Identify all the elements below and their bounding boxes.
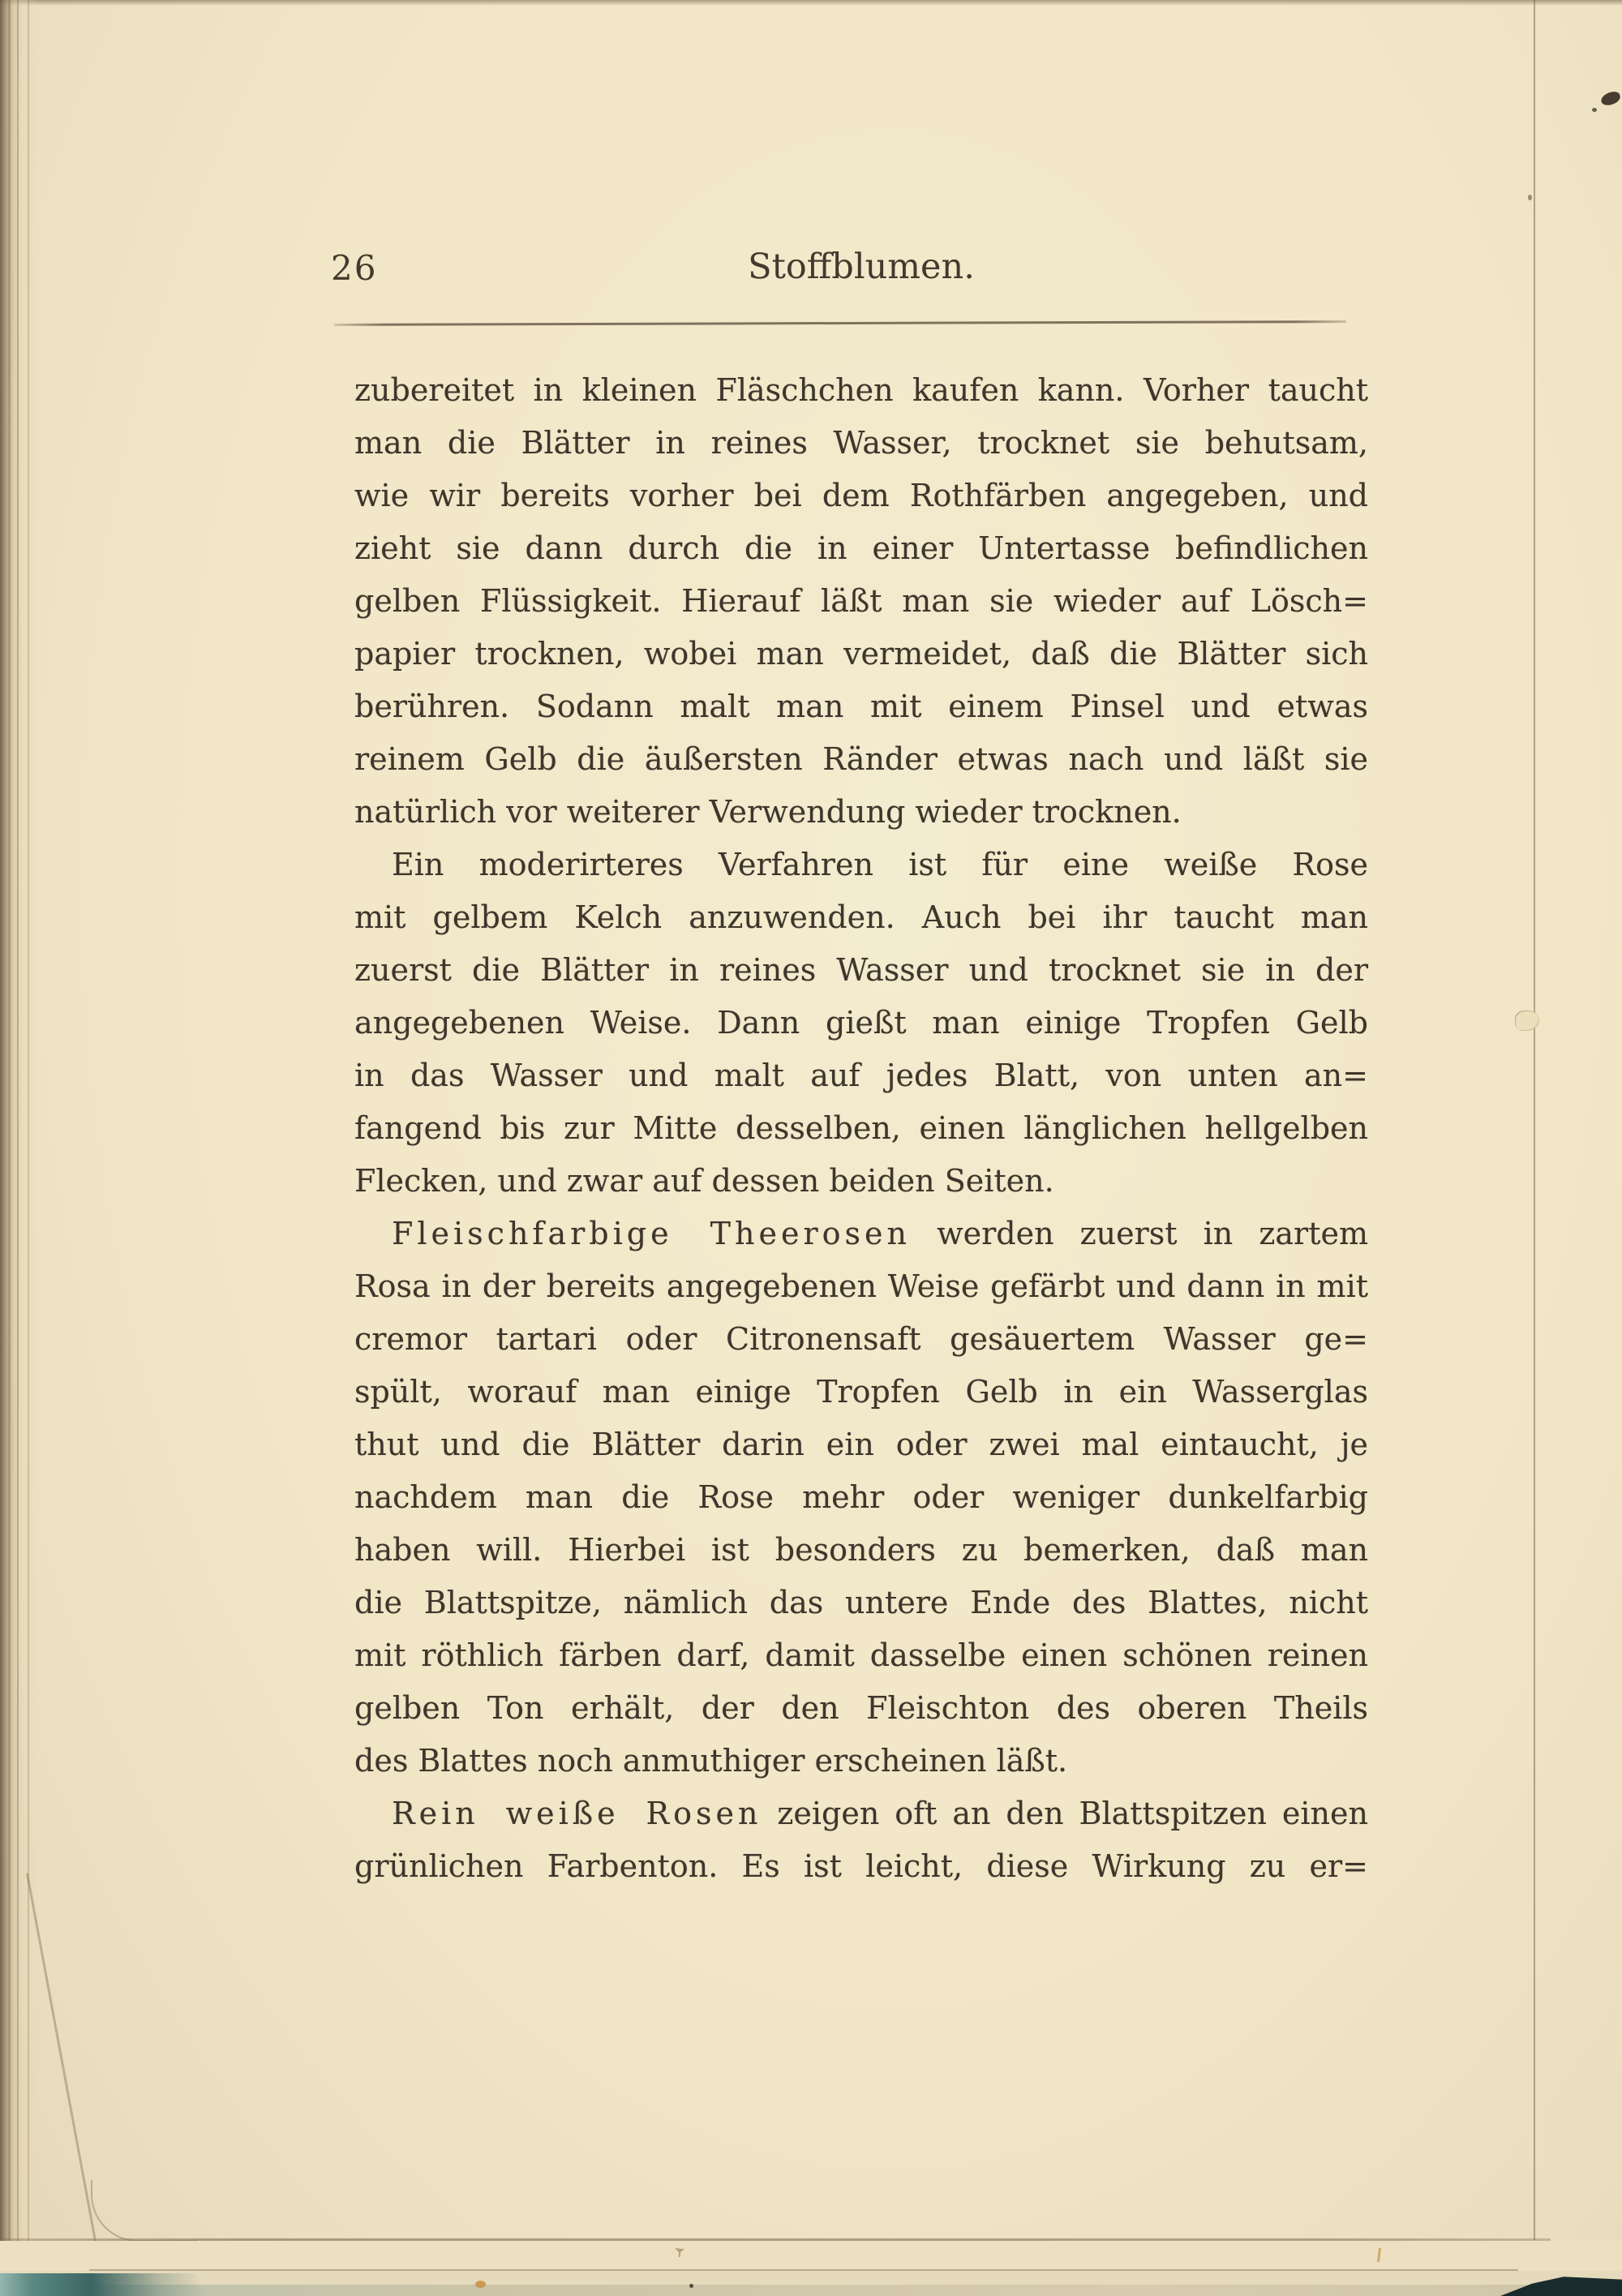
text-segment: spült, worauf man einige Tropfen Gelb in ein Wasserglas bbox=[354, 1374, 1368, 1410]
text-segment: fangend bis zur Mitte desselben, einen länglichen hellgelben bbox=[354, 1110, 1368, 1146]
header-rule bbox=[334, 320, 1346, 326]
text-segment: zeigen oft an den Blattspitzen einen bbox=[762, 1796, 1368, 1831]
text-column bbox=[354, 364, 1368, 1893]
book-cover-teal-left bbox=[0, 2273, 203, 2296]
small-dot bbox=[689, 2284, 693, 2288]
orange-speck bbox=[475, 2281, 486, 2288]
text-line bbox=[354, 1260, 1368, 1313]
text-segment: mit röthlich färben darf, damit dasselbe einen schönen reinen bbox=[354, 1637, 1368, 1673]
top-page-edge bbox=[0, 0, 1622, 6]
text-segment: thut und die Blätter darin ein oder zwei mal eintaucht, je bbox=[354, 1427, 1368, 1462]
paragraph bbox=[354, 839, 1368, 1208]
text-segment: man die Blätter in reines Wasser, trocknet sie behutsam, bbox=[354, 425, 1368, 461]
text-line bbox=[354, 1155, 1368, 1208]
text-line bbox=[354, 733, 1368, 786]
text-segment: Ein moderirteres Verfahren ist für eine weiße Rose bbox=[392, 847, 1368, 882]
emphasized-spaced-text: Rein weiße Rosen bbox=[392, 1796, 762, 1831]
left-edge-streak bbox=[8, 0, 11, 2296]
text-segment: cremor tartari oder Citronensaft gesäuertem Wasser ge= bbox=[354, 1321, 1368, 1357]
left-edge-streak bbox=[28, 0, 29, 2296]
text-segment: papier trocknen, wobei man vermeidet, daß die Blätter sich bbox=[354, 636, 1368, 672]
text-segment: die Blattspitze, nämlich das untere Ende des Blattes, nicht bbox=[354, 1585, 1368, 1620]
text-segment: gelben Flüssigkeit. Hierauf läßt man sie wieder auf Lösch= bbox=[354, 583, 1368, 619]
text-line bbox=[354, 364, 1368, 417]
text-segment: haben will. Hierbei ist besonders zu bemerken, daß man bbox=[354, 1532, 1368, 1568]
paper-speck bbox=[1528, 195, 1532, 200]
bottom-left-corner-edge bbox=[91, 2180, 198, 2242]
text-segment: Flecken, und zwar auf dessen beiden Seiten. bbox=[354, 1163, 1054, 1199]
emphasized-spaced-text: Fleischfarbige Theerosen bbox=[392, 1216, 911, 1251]
text-segment: nachdem man die Rose mehr oder weniger dunkelfarbig bbox=[354, 1479, 1368, 1515]
paper-notch bbox=[1515, 1011, 1539, 1031]
text-line bbox=[354, 628, 1368, 680]
text-line bbox=[354, 1313, 1368, 1366]
left-page-edge-gutter bbox=[0, 0, 41, 2296]
ink-blot bbox=[1600, 90, 1622, 106]
paragraph bbox=[354, 1208, 1368, 1787]
text-line bbox=[354, 1735, 1368, 1787]
paragraph bbox=[354, 364, 1368, 839]
text-line bbox=[354, 891, 1368, 944]
text-segment: zuerst die Blätter in reines Wasser und trocknet sie in der bbox=[354, 952, 1368, 988]
text-segment: grünlichen Farbenton. Es ist leicht, diese Wirkung zu er= bbox=[354, 1848, 1368, 1884]
text-line bbox=[354, 1840, 1368, 1893]
text-line bbox=[354, 575, 1368, 628]
text-line bbox=[354, 839, 1368, 891]
text-line bbox=[354, 470, 1368, 522]
text-line bbox=[354, 522, 1368, 575]
text-line bbox=[354, 1102, 1368, 1155]
paragraph bbox=[354, 1787, 1368, 1893]
text-segment: reinem Gelb die äußersten Ränder etwas nach und läßt sie bbox=[354, 741, 1368, 777]
running-title: Stoffblumen. bbox=[748, 247, 975, 287]
text-line bbox=[354, 1524, 1368, 1577]
text-segment: mit gelbem Kelch anzuwenden. Auch bei ihr taucht man bbox=[354, 899, 1368, 935]
text-segment: gelben Ton erhält, der den Fleischton des oberen Theils bbox=[354, 1690, 1368, 1726]
text-segment: in das Wasser und malt auf jedes Blatt, von unten an= bbox=[354, 1058, 1368, 1093]
text-segment: berühren. Sodann malt man mit einem Pinsel und etwas bbox=[354, 689, 1368, 724]
left-edge-streak bbox=[17, 0, 19, 2296]
text-segment: angegebenen Weise. Dann gießt man einige Tropfen Gelb bbox=[354, 1005, 1368, 1041]
text-line bbox=[354, 1682, 1368, 1735]
text-segment: zubereitet in kleinen Fläschchen kaufen kann. Vorher taucht bbox=[354, 372, 1368, 408]
text-segment: Rosa in der bereits angegebenen Weise gefärbt und dann in mit bbox=[354, 1268, 1368, 1304]
page-number: 26 bbox=[331, 248, 378, 288]
ink-blot-speck bbox=[1592, 108, 1597, 112]
right-leaf-edge-line bbox=[1534, 0, 1535, 2240]
text-line bbox=[354, 944, 1368, 997]
text-line bbox=[354, 417, 1368, 470]
text-line bbox=[354, 997, 1368, 1049]
text-segment: werden zuerst in zartem bbox=[911, 1216, 1368, 1251]
text-line bbox=[354, 1418, 1368, 1471]
page-stack-band bbox=[0, 2285, 1622, 2296]
text-segment: wie wir bereits vorher bei dem Rothfärben angegeben, und bbox=[354, 478, 1368, 513]
text-segment: natürlich vor weiterer Verwendung wieder trocknen. bbox=[354, 794, 1182, 830]
text-line bbox=[354, 1208, 1368, 1260]
text-line bbox=[354, 1577, 1368, 1629]
text-line bbox=[354, 1049, 1368, 1102]
text-segment: zieht sie dann durch die in einer Untertasse befindlichen bbox=[354, 530, 1368, 566]
text-line bbox=[354, 1787, 1368, 1840]
text-line bbox=[354, 1471, 1368, 1524]
text-line bbox=[354, 1366, 1368, 1418]
text-line bbox=[354, 786, 1368, 839]
text-segment: des Blattes noch anmuthiger erscheinen läßt. bbox=[354, 1743, 1068, 1779]
text-line bbox=[354, 680, 1368, 733]
text-line bbox=[354, 1629, 1368, 1682]
